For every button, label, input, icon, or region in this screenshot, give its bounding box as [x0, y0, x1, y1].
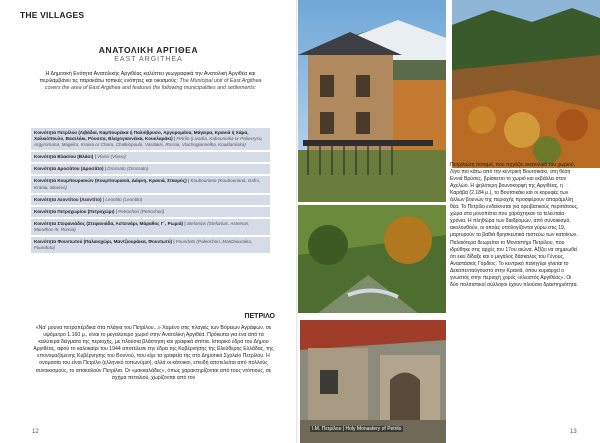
community-english: Drossato (Drossato)	[107, 166, 149, 172]
community-greek: Κοινότητα Δροσάτου (Δροσάτο)	[34, 166, 104, 172]
community-row: Κοινότητα Κουμπουριανών (Κουμπουριανά, Δάφνη, Κρανιά, Σταυρός) | Koubouriana (Koubouriana, Dafni, Krania, Stavros)	[31, 176, 270, 192]
community-greek: Κοινότητα Κουμπουριανών (Κουμπουριανά, Δάφνη, Κρανιά, Σταυρός)	[34, 178, 187, 184]
left-page	[0, 0, 297, 443]
page-title-english: EAST ARGITHEA	[114, 56, 183, 63]
community-english: Leontito (Leontito)	[105, 196, 143, 202]
photo-monastery	[300, 320, 446, 443]
community-greek: Κοινότητα Βλασίου (Βλάσι)	[34, 154, 94, 160]
photo-caption: I.M. Πετρίλου | Holy Monastery of Petrilo	[312, 426, 402, 432]
photo-autumn-mountain	[452, 0, 600, 168]
intro-greek: Η Δημοτική Ενότητα Ανατολικής Αργιθέας καλύπτει γεωγραφικά την Ανατολική Αργιθέα και περιλαμβάνει τις παρακάτω τοπικές ενότητες και οικισμούς:	[39, 71, 256, 84]
community-greek: Κοινότητα Λεοντίτου (Λεοντίτο)	[34, 196, 102, 202]
photo-stone-house	[298, 0, 446, 202]
community-greek: Κοινότητα Φουντωτού (Παλαιοχώρι, Μαντζιουράικα, Φουντωτό)	[34, 239, 173, 245]
intro-english: The Municipal unit of East Argithea covers the area of East Argithea and features the following municipalities and settlements:	[45, 78, 262, 91]
page-number-right: 13	[570, 429, 577, 435]
community-greek: Κοινότητα Πετροχωρίου (Πετροχώρι)	[34, 208, 115, 214]
page-number-left: 12	[32, 429, 39, 435]
community-row: Κοινότητα Πετροχωρίου (Πετροχώρι) | Petrochori (Petrochori)	[31, 207, 270, 217]
community-english: Koubouriana (Koubouriana, Dafni, Krania, Stavros)	[34, 178, 260, 190]
communities-table	[31, 128, 270, 255]
community-row: Κοινότητα Στεφανιάδος (Στεφανιάδα, Αστεινάρι, Μάραθος Γ΄, Ρωμιά) | Stefanias (Stefanias, Asteinari, Marathos III, Romia)	[31, 219, 270, 235]
community-greek: Κοινότητα Στεφανιάδος (Στεφανιάδα, Αστεινάρι, Μάραθος Γ΄, Ρωμιά)	[34, 220, 184, 226]
community-row: Κοινότητα Φουντωτού (Παλαιοχώρι, Μαντζιουράικα, Φουντωτό) | Foundoto (Paleochori, Mantziouraika, Foundoto)	[31, 237, 270, 253]
section-label: THE VILLAGES	[20, 10, 85, 20]
intro-text	[32, 71, 269, 92]
community-row: Κοινότητα Πετρίλου (Λιβάδια, Καμπουρέικα ή Παλιόβρυσο, Αργυρομάνα, Μάγειρα, Κρανιά ή Χάρα, Χαλκιόπουλο, Βασιλάκι, Ρόυσσα, Βλαχογιαννέικα, Κουκλαράκι) | Petrilo (Livadia, Kabourieika or Paliovryso, Argyromana, Mageira, Krania or Chara, Chalkiopoulo, Vasilakis, Rossia, Vlachogiannelka, Kouklamiska)	[31, 128, 270, 150]
village-text-right: Πετριλιώτη ποταμό, που πηγάζει ανατολικά του χωριού. Λίγο πιο κάτω από την κεντρική Βουτσικάκι, στη θέση Εννιά Βρύσες, βρίσκεται το χωριό και εκβάλλει στον Αχελώο. Η ψηλότερη βουνοκορφή της Αργιθέας, η Καράβα (2.184 μ.), το Βουτσικάκι και οι κορυφές των άλλων βουνών της περιοχής προσφέρουν απαράμιλλη θέα. Το Πετρίλο ενδείκνυται για ορειβατικούς περιπάτους, χώρα στα μονοπάτια που χαράχτηκαν τα τελευταία χρόνια. Η πληθώρα των διαδρομών, από συνοικισμό, ακολουθούν, οι οποίες υπολογίζονται γύρω στις 19, μαρτυρούν τα βαθιά θρησκευτικά πιστεύω των κατοίκων. Παλαιότερα θεωρείται το Μοναστήρι Πετρίλου, που ιδρύθηκε στις αρχές του 17ου αιώνα. Αξίζει να σημειωθεί ότι εκεί δίδαξε και ο μεγάλος δάσκαλος του Γένους, Αναστάσιος Γόρδιος. Το κεντρικό πανηγύρι γίνεται το Δεκαπενταύγουστο στην Κρανιά, όπου κυριαρχεί ο γνωστός στην περιοχή χορός «κλειστός Αργιθέας». Οι δύο πολιτιστικοί σύλλογοι έχουν πλούσια δραστηριότητα.	[450, 162, 579, 288]
community-english: Stefanias (Stefanias, Asteinari, Marathos III, Romia)	[34, 220, 250, 232]
community-english: Petrochori (Petrochori)	[118, 208, 165, 214]
community-row: Κοινότητα Λεοντίτου (Λεοντίτο) | Leontito (Leontito)	[31, 195, 270, 205]
page-title-greek: ΑΝΑΤΟΛΙΚΗ ΑΡΓΙΘΕΑ	[98, 45, 199, 55]
photo-green-valley	[298, 205, 446, 313]
community-english: Foundoto (Paleochori, Mantziouraika, Foundoto)	[34, 239, 253, 251]
community-row: Κοινότητα Δροσάτου (Δροσάτο) | Drossato (Drossato)	[31, 164, 270, 174]
village-heading: ΠΕΤΡΙΛΟ	[244, 313, 275, 320]
community-row: Κοινότητα Βλασίου (Βλάσι) | Vlassi (Vlassi)	[31, 152, 270, 162]
community-english: Vlassi (Vlassi)	[97, 154, 126, 160]
community-english: Petrilo (Livadia, Kabourieika or Paliovryso, Argyromana, Mageira, Krania or Chara, Chalkiopoulo, Vasilakis, Rossia, Vlachogiannelka, Kouklamiska)	[34, 136, 263, 148]
community-greek: Κοινότητα Πετρίλου (Λιβάδια, Καμπουρέικα ή Παλιόβρυσο, Αργυρομάνα, Μάγειρα, Κρανιά ή Χάρα, Χαλκιόπουλο, Βασιλάκι, Ρόυσσα, Βλαχογιαννέικα, Κουκλαράκι)	[34, 130, 249, 142]
village-text-left: «Να' μουνα πετροπέρδικα στα πλάγια του Πετρίλου...» Χαμένο στις πλαγιές των Βόρειων Αγράφων, σε υψόμετρο 1.160 μ., είναι το μεγαλύτερο χωριό στην Ανατολική Αργιθέα. Πρόκειται για ένα από τα καλύτερα δείγματα της περιοχής, με πλούσια βλάστηση και γραφικά σπίτια. Ιστορικό έδρα του Δήμου Αργιθέας, αφού το καλοκαίρι του 1944 αποτέλεσε την έδρα της Κυβέρνησης της Ελεύθερης Ελλάδας, της επονομαζόμενης Κυβέρνησης του Βουνού, που είχε τα γραφεία της στο Δημοτικό Σχολείο Πετρίλου. Η ονομασία του είναι Πετρίλο (ελληνικό τοπωνύμιο), αλλά οι κάτοικοι, επειδή αποτελείται από πολλούς συνοικισμούς, το αποκαλούν Πετρίλια. Οι «μακκαλάδες», όπως χαρακτηρίζονται από τους ντόπιους, σε σχήμα πεταλιού, χωρίζονται από τον	[33, 325, 274, 381]
